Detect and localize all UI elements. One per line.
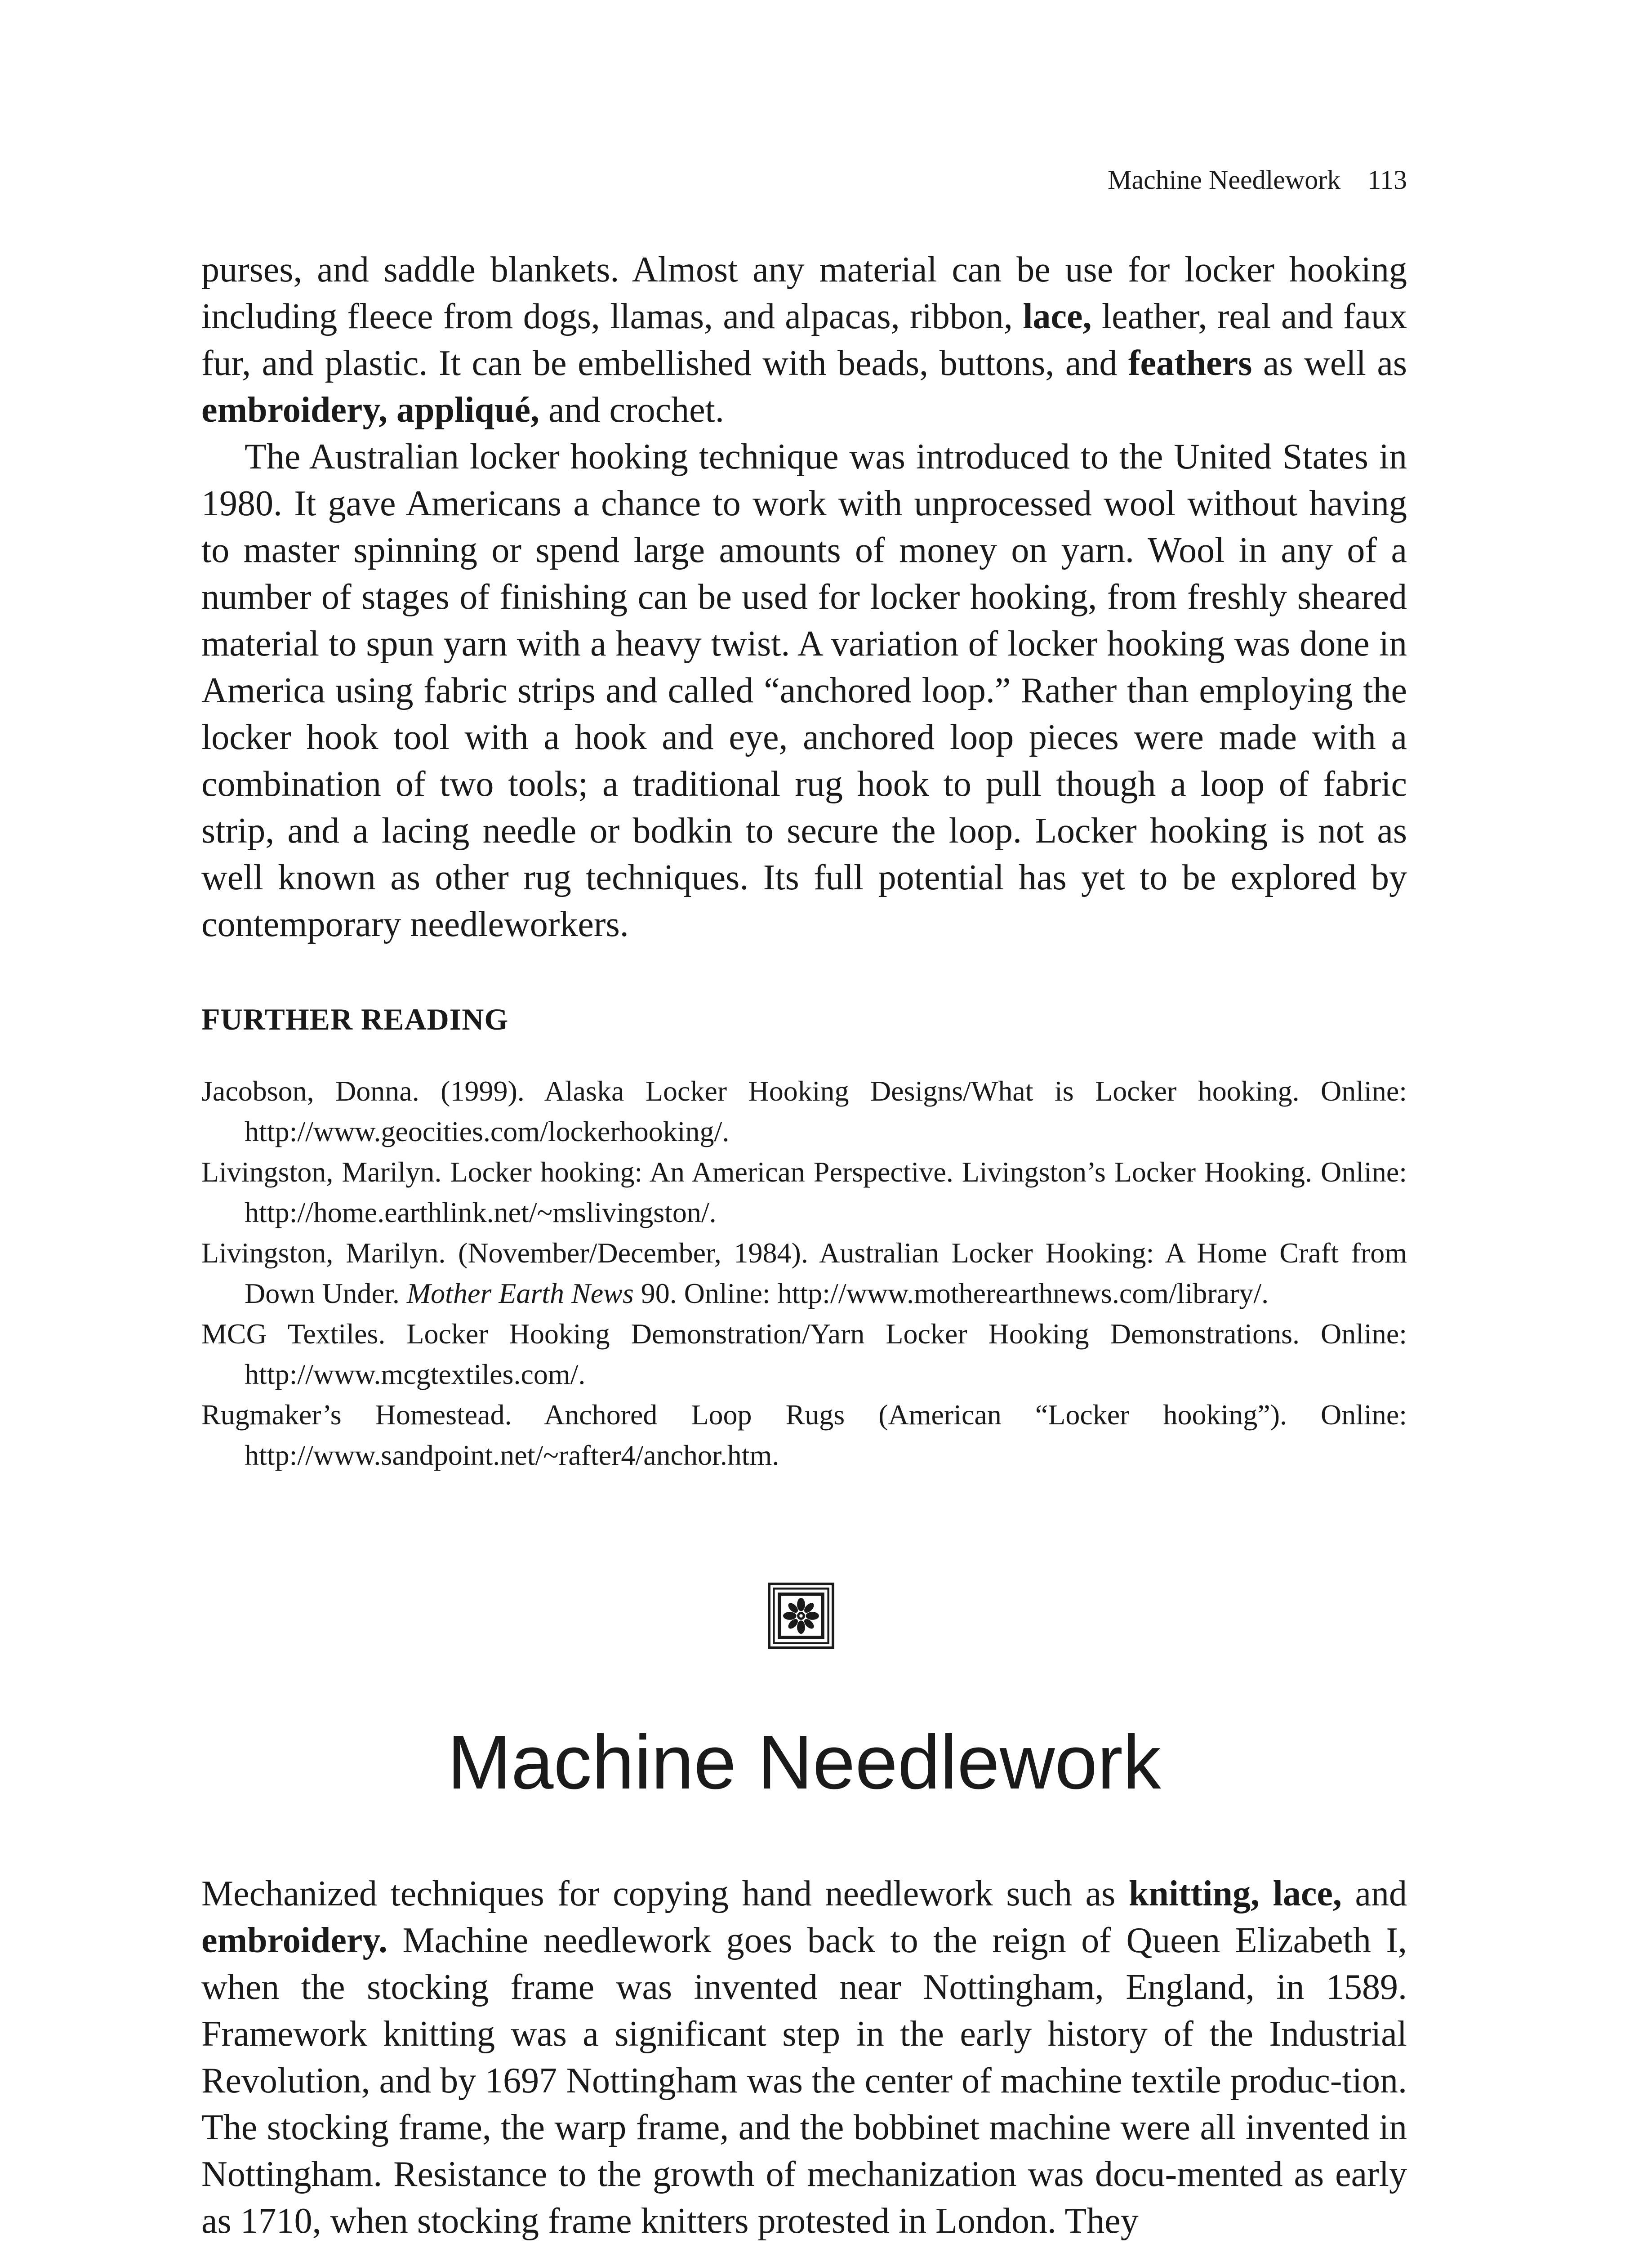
paragraph: The Australian locker hooking technique was introduced to the United States in 1980. It gave Americans a chance to work with unprocessed wool without having to master spinning or spend large amounts of money on yarn. Wool in any of a number of stages of finishing can be used for locker hooking, from freshly sheared material to spun yarn with a heavy twist. A variation of locker hooking was done in America using fabric strips and called “anchored loop.” Rather than employing the locker hook tool with a hook and eye, anchored loop pieces were made with a combination of two tools; a traditional rug hook to pull though a loop of fabric strip, and a lacing needle or bodkin to secure the loop. Locker hooking is not as well known as other rug techniques. Its full potential has yet to be explored by contemporary needleworkers. [201, 437, 1407, 944]
text-run: Livingston, Marilyn. Locker hooking: An American Perspective. Livingston’s Locker Hooking. Online: http://home.earthlink.net/~mslivingston/. [201, 1156, 1407, 1228]
running-title: Machine Needlework [1108, 165, 1341, 195]
bold-term: embroidery. [201, 1921, 388, 1960]
text-run: and [1341, 1874, 1407, 1913]
italic-title: Mother Earth News [406, 1277, 634, 1309]
bold-term: knitting, lace, [1128, 1874, 1342, 1913]
section-body [201, 1870, 1407, 2244]
reference-list [201, 1071, 1407, 1476]
text-run: Livingston, Marilyn. (November/December, 1984). Australian Locker Hooking: A Home Craft from Down Under. [201, 1237, 1407, 1309]
paragraph [201, 246, 1407, 433]
reference-item [201, 1071, 1407, 1152]
bold-term: feathers [1128, 343, 1252, 383]
text-run: leather, real and faux fur, and plastic. It can be embellished with beads, buttons, and [201, 297, 1407, 383]
paragraph [201, 1870, 1407, 2244]
flower-ornament-icon [768, 1583, 834, 1649]
running-header [1108, 162, 1407, 198]
text-run: 90. Online: http://www.motherearthnews.com/library/. [633, 1277, 1269, 1309]
page-number: 113 [1367, 165, 1407, 195]
bold-term: embroidery, appliqué, [201, 390, 539, 430]
text-run: purses, and saddle blankets. Almost any material can be use for locker hooking including fleece from dogs, llamas, and alpacas, ribbon, [201, 250, 1407, 336]
bold-term: lace, [1023, 297, 1092, 336]
further-reading-heading: FURTHER READING [201, 1002, 509, 1036]
section-title: Machine Needlework [447, 1720, 1161, 1805]
text-run: and crochet. [539, 390, 724, 430]
text-run: MCG Textiles. Locker Hooking Demonstration/Yarn Locker Hooking Demonstrations. Online: http://www.mcgtextiles.com/. [201, 1318, 1407, 1390]
text-run: Machine needlework goes back to the reign of Queen Elizabeth I, when the stocking frame was invented near Nottingham, England, in 1589. Framework knitting was a significant step in the early history of the Industrial Revolution, and by 1697 Nottingham was the center of machine textile produc-tion. The stocking frame, the warp frame, and the bobbinet machine were all invented in Nottingham. Resistance to the growth of mechanization was docu-mented as early as 1710, when stocking frame knitters protested in London. They [201, 1921, 1407, 2241]
text-run: Jacobson, Donna. (1999). Alaska Locker Hooking Designs/What is Locker hooking. Online: http://www.geocities.com/lockerhooking/. [201, 1075, 1407, 1147]
text-run: as well as [1252, 343, 1407, 383]
reference-item [201, 1395, 1407, 1476]
reference-item [201, 1152, 1407, 1233]
book-page [201, 0, 1407, 2248]
reference-item [201, 1233, 1407, 1314]
continuation-text [201, 246, 1407, 948]
text-run: Mechanized techniques for copying hand needlework such as [201, 1874, 1129, 1913]
text-run: Rugmaker’s Homestead. Anchored Loop Rugs (American “Locker hooking”). Online: http://www.sandpoint.net/~rafter4/anchor.htm. [201, 1399, 1407, 1471]
reference-item [201, 1314, 1407, 1395]
